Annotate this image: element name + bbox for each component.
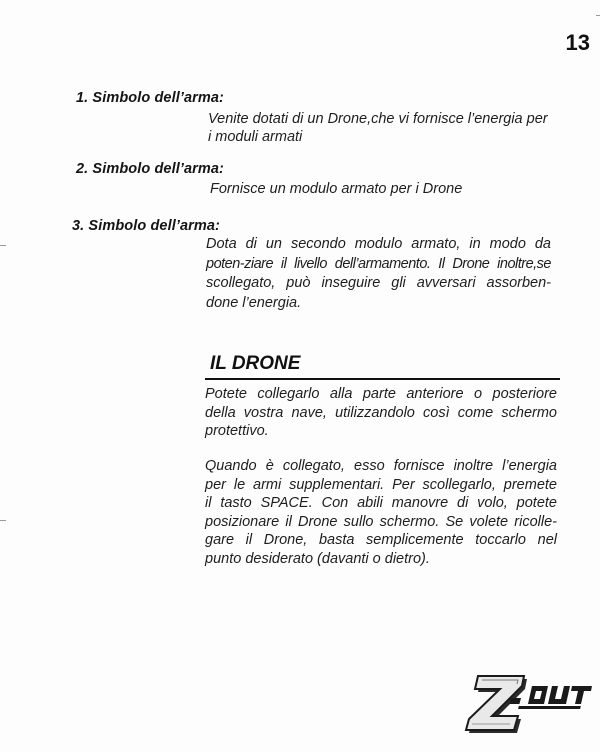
item-3-description — [206, 235, 551, 313]
paragraph-2-line-6: punto desiderato (davanti o dietro). — [205, 550, 430, 567]
item-1-title: 1. Simbolo dell’arma: — [76, 90, 224, 106]
section-divider — [205, 378, 560, 380]
left-edge-mark — [0, 245, 6, 246]
logo-out-letters — [518, 686, 592, 709]
z-out-logo — [462, 672, 594, 734]
paragraph-2-line-1: Quando è collegato, esso fornisce inoltre l’energia — [205, 458, 557, 474]
item-1-description — [208, 110, 553, 146]
item-3-line-2: poten-ziare il livello dell’armamento. Il Drone inoltre,se — [206, 255, 551, 272]
paragraph-2-line-5: gare il Drone, basta semplicemente toccarlo nel — [205, 532, 557, 548]
logo-z-letter — [466, 676, 527, 733]
section-paragraph-2 — [205, 457, 557, 568]
item-1-line-2: i moduli armati — [208, 129, 303, 145]
page-number: 13 — [565, 30, 590, 55]
item-3-title: 3. Simbolo dell’arma: — [72, 218, 220, 234]
item-2-description — [210, 180, 555, 198]
paragraph-1-line-2: della vostra nave, utilizzandolo così come schermo — [205, 404, 557, 421]
right-edge-mark — [596, 15, 600, 16]
item-2-title: 2. Simbolo dell’arma: — [76, 161, 224, 177]
section-heading: IL DRONE — [210, 353, 301, 374]
paragraph-1-line-3: protettivo. — [205, 423, 269, 439]
paragraph-2-line-4: posizionare il Drone sullo schermo. Se volete ricolle- — [205, 513, 557, 530]
paragraph-2-line-2: per le armi supplementari. Per scollegarlo, premete — [205, 476, 557, 493]
item-3-line-1: Dota di un secondo modulo armato, in modo da — [206, 236, 551, 252]
paragraph-2-line-3: il tasto SPACE. Con abili manovre di volo, potete — [205, 495, 557, 511]
item-1-line-1: Venite dotati di un Drone,che vi fornisce l’energia per — [208, 111, 548, 127]
section-paragraph-1 — [205, 385, 557, 441]
left-edge-mark — [0, 520, 6, 521]
item-3-line-4: done l’energia. — [206, 294, 302, 311]
item-2-line-1: Fornisce un modulo armato per i Drone — [210, 181, 463, 197]
item-3-line-3: scollegato, può inseguire gli avversari assorben- — [206, 275, 551, 291]
paragraph-1-line-1: Potete collegarlo alla parte anteriore o posteriore — [205, 386, 557, 402]
